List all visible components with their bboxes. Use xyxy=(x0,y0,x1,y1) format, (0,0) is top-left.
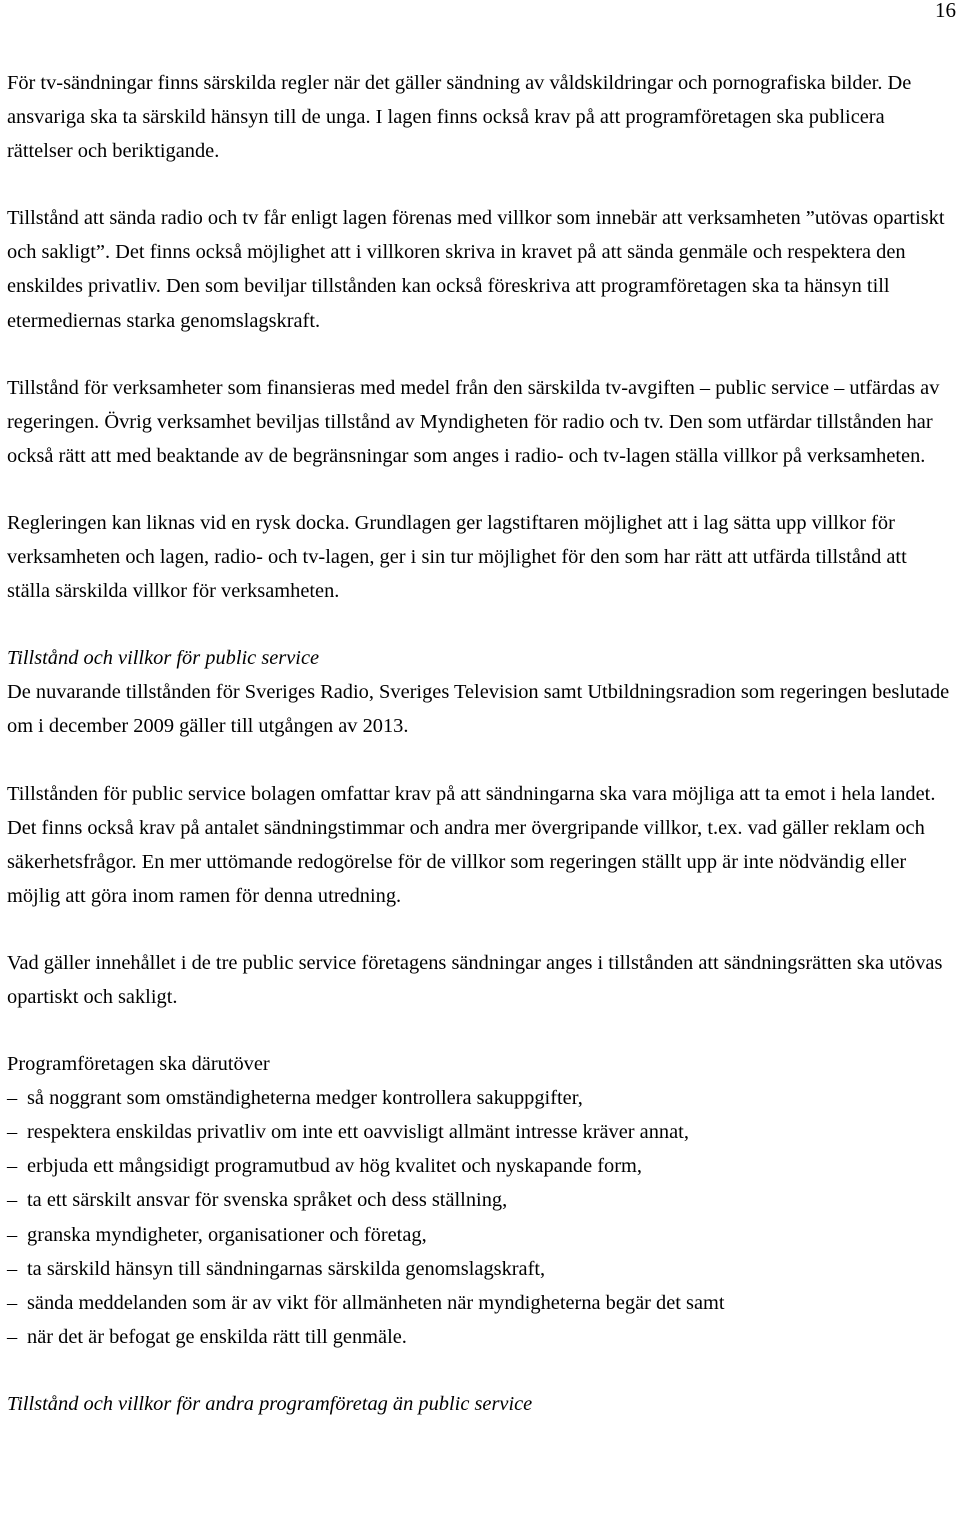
list-item-text: erbjuda ett mångsidigt programutbud av hög kvalitet och nyskapande form, xyxy=(27,1155,642,1178)
list-item-text: ta särskild hänsyn till sändningarnas särskilda genomslagskraft, xyxy=(27,1257,546,1280)
list-item-text: när det är befogat ge enskilda rätt till genmäle. xyxy=(27,1325,407,1348)
paragraph-public-service-licenses: Tillstånd för verksamheter som finansieras med medel från den särskilda tv-avgiften – public service – utfärdas av regeringen. Övrig verksamhet beviljas tillstånd av Myndigheten för radio och tv. Den som utfärdar tillstånden har också rätt att med beaktande av de begränsningar som anges i radio- och tv-lagen ställa villkor på verksamheten. xyxy=(7,376,940,467)
paragraph-license-requirements: Tillstånden för public service bolagen omfattar krav på att sändningarna ska vara möjliga att ta emot i hela landet. Det finns också krav på antalet sändningstimmar och andra mer övergripande villkor, t.ex. vad gäller reklam och säkerhetsfrågor. En mer uttömande redogörelse för de villkor som regeringen ställt upp är inte nödvändig eller möjlig att göra inom ramen för denna utredning. xyxy=(7,782,936,907)
list-item-text: respektera enskildas privatliv om inte ett oavvisligt allmänt intresse kräver annat, xyxy=(27,1121,689,1144)
list-item xyxy=(7,1320,953,1354)
dash-marker: – xyxy=(7,1291,18,1314)
page-number: 16 xyxy=(935,0,956,22)
paragraph-content-impartiality: Vad gäller innehållet i de tre public service företagens sändningar anges i tillstånden att sändningsrätten ska utövas opartiskt och sakligt. xyxy=(7,951,943,1008)
paragraph-tv-broadcasts: För tv-sändningar finns särskilda regler när det gäller sändning av våldskildringar och pornografiska bilder. De ansvariga ska ta särskild hänsyn till de unga. I lagen finns också krav på att programföretagen ska publicera rättelser och beriktigande. xyxy=(7,72,912,163)
list-item xyxy=(7,1218,953,1252)
list-item xyxy=(7,1115,953,1149)
document-body xyxy=(7,66,953,1421)
paragraph-current-licenses: De nuvarande tillstånden för Sveriges Radio, Sveriges Television samt Utbildningsradion som regeringen beslutade om i december 2009 gäller till utgången av 2013. xyxy=(7,681,950,738)
list-item-text: granska myndigheter, organisationer och företag, xyxy=(27,1223,427,1246)
list-item-text: ta ett särskilt ansvar för svenska språket och dess ställning, xyxy=(27,1189,508,1212)
list-item xyxy=(7,1286,953,1320)
section-heading-other-broadcasters: Tillstånd och villkor för andra programföretag än public service xyxy=(7,1392,533,1415)
list-item-text: sända meddelanden som är av vikt för allmänheten när myndigheterna begär det samt xyxy=(27,1291,725,1314)
paragraph-russian-doll: Regleringen kan liknas vid en rysk docka. Grundlagen ger lagstiftaren möjlighet att i lag sätta upp villkor för verksamheten och lagen, radio- och tv-lagen, ger i sin tur möjlighet för den som har rätt att utfärda tillstånd att ställa särskilda villkor för verksamheten. xyxy=(7,511,907,603)
dash-marker: – xyxy=(7,1189,18,1212)
dash-marker: – xyxy=(7,1087,18,1110)
list-item-text: så noggrant som omständigheterna medger kontrollera sakuppgifter, xyxy=(27,1087,583,1110)
dash-marker: – xyxy=(7,1121,18,1144)
paragraph-license-conditions: Tillstånd att sända radio och tv får enligt lagen förenas med villkor som innebär att verksamheten ”utövas opartiskt och sakligt”. Det finns också möjlighet att i villkoren skriva in kravet på att sända genmäle och respektera den enskildes privatliv. Den som beviljar tillstånden kan också föreskriva att programföretagen ska ta hänsyn till etermediernas starka genomslagskraft. xyxy=(7,207,945,332)
dash-marker: – xyxy=(7,1223,18,1246)
section-heading-public-service: Tillstånd och villkor för public service xyxy=(7,647,320,670)
dash-marker: – xyxy=(7,1257,18,1280)
list-item xyxy=(7,1149,953,1183)
dash-marker: – xyxy=(7,1155,18,1178)
list-item xyxy=(7,1252,953,1286)
list-item xyxy=(7,1183,953,1217)
dash-marker: – xyxy=(7,1325,18,1348)
obligations-list xyxy=(7,1081,953,1354)
list-item xyxy=(7,1081,953,1115)
list-intro: Programföretagen ska därutöver xyxy=(7,1053,270,1076)
